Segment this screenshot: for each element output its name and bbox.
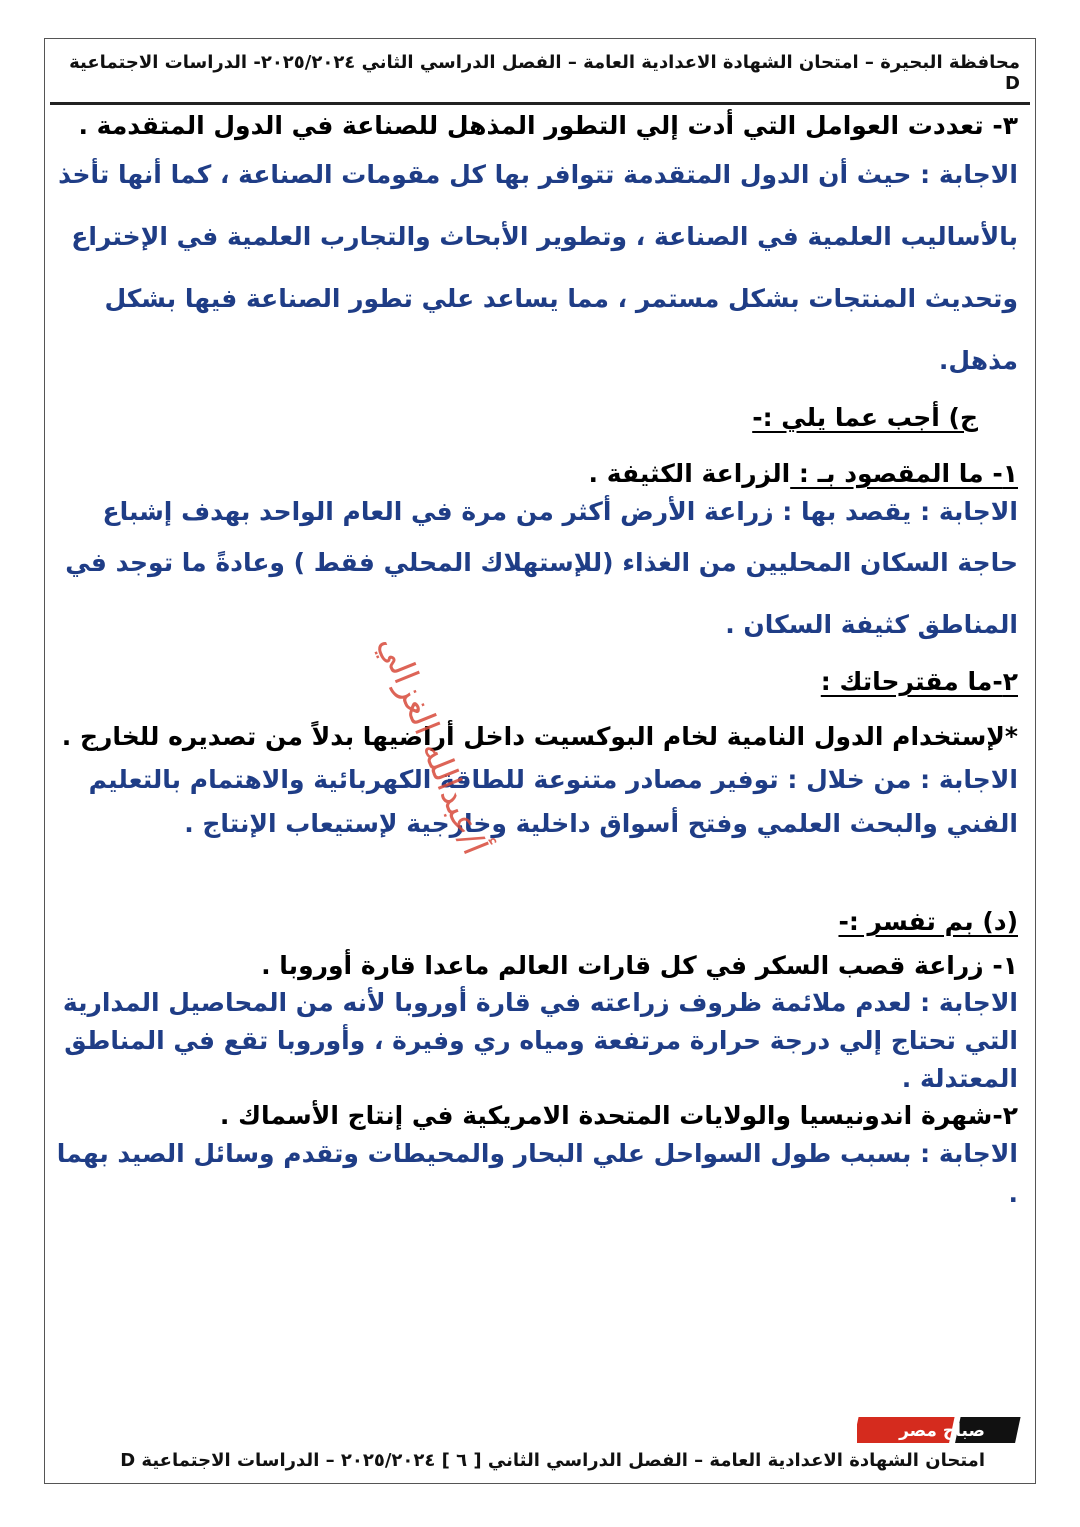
header-rule (50, 102, 1030, 105)
c-q2-question: *لإستخدام الدول النامية لخام البوكسيت داخل أراضيها بدلاً من تصديره للخارج . (61, 722, 1018, 751)
d-q1-answer-line-1: الاجابة : لعدم ملائمة ظروف زراعته في قارة أوروبا لأنه من المحاصيل المدارية (62, 988, 1018, 1017)
q3-answer-line-1: الاجابة : حيث أن الدول المتقدمة تتوافر بها كل مقومات الصناعة ، كما أنها تأخذ (58, 160, 1018, 189)
d-q2-question: ٢-شهرة اندونيسيا والولايات المتحدة الامريكية في إنتاج الأسماك . (219, 1101, 1018, 1130)
page-header: محافظة البحيرة – امتحان الشهادة الاعدادية العامة – الفصل الدراسي الثاني ٢٠٢٥/٢٠٢٤- الدراسات الاجتماعية D (69, 52, 1020, 94)
c-q1-question: ١- ما المقصود بـ : الزراعة الكثيفة . (588, 459, 1018, 488)
section-d-title: (د) بم تفسر :- (838, 907, 1018, 936)
c-q1-answer-line-1: الاجابة : يقصد بها : زراعة الأرض أكثر من مرة في العام الواحد بهدف إشباع (102, 497, 1018, 526)
page-footer: امتحان الشهادة الاعدادية العامة – الفصل الدراسي الثاني [ ٦ ] ٢٠٢٥/٢٠٢٤ – الدراسات الاجتماعية D (120, 1450, 985, 1471)
c-q2-answer-line-2: الفني والبحث العلمي وفتح أسواق داخلية وخارجية لإستيعاب الإنتاج . (184, 809, 1018, 838)
d-q2-answer-line-1: الاجابة : بسبب طول السواحل علي البحار والمحيطات وتقدم وسائل الصيد بهما . (56, 1139, 1018, 1208)
d-q1-answer-line-3: المعتدلة . (901, 1064, 1018, 1093)
q3-question: ٣- تعددت العوامل التي أدت إلي التطور المذهل للصناعة في الدول المتقدمة . (78, 111, 1018, 140)
signature-watermark: أ/عبدالله الغزالي (370, 629, 495, 861)
logo-text: صباح مصر (899, 1421, 985, 1441)
sabah-masr-logo (857, 1415, 1027, 1445)
c-q2-answer-line-1: الاجابة : من خلال : توفير مصادر متنوعة للطاقة الكهربائية والاهتمام بالتعليم (88, 765, 1018, 794)
c-q1-answer-line-2: حاجة السكان المحليين من الغذاء (للإستهلاك المحلي فقط ) وعادةً ما توجد في (65, 548, 1018, 577)
d-q1-question: ١- زراعة قصب السكر في كل قارات العالم ماعدا قارة أوروبا . (261, 951, 1018, 980)
q3-answer-line-3: وتحديث المنتجات بشكل مستمر ، مما يساعد علي تطور الصناعة فيها بشكل مذهل. (104, 284, 1018, 375)
c-q2-title: ٢-ما مقترحاتك : (820, 667, 1018, 696)
d-q1-answer-line-2: التي تحتاج إلي درجة حرارة مرتفعة ومياه ري وفيرة ، وأوروبا تقع في المناطق (64, 1026, 1018, 1055)
c-q1-answer-line-3: المناطق كثيفة السكان . (725, 610, 1018, 639)
section-c-title: ج) أجب عما يلي :- (752, 403, 978, 432)
exam-content (52, 108, 1018, 1214)
q3-answer-line-2: بالأساليب العلمية في الصناعة ، وتطوير الأبحاث والتجارب العلمية في الإختراع (71, 222, 1018, 251)
